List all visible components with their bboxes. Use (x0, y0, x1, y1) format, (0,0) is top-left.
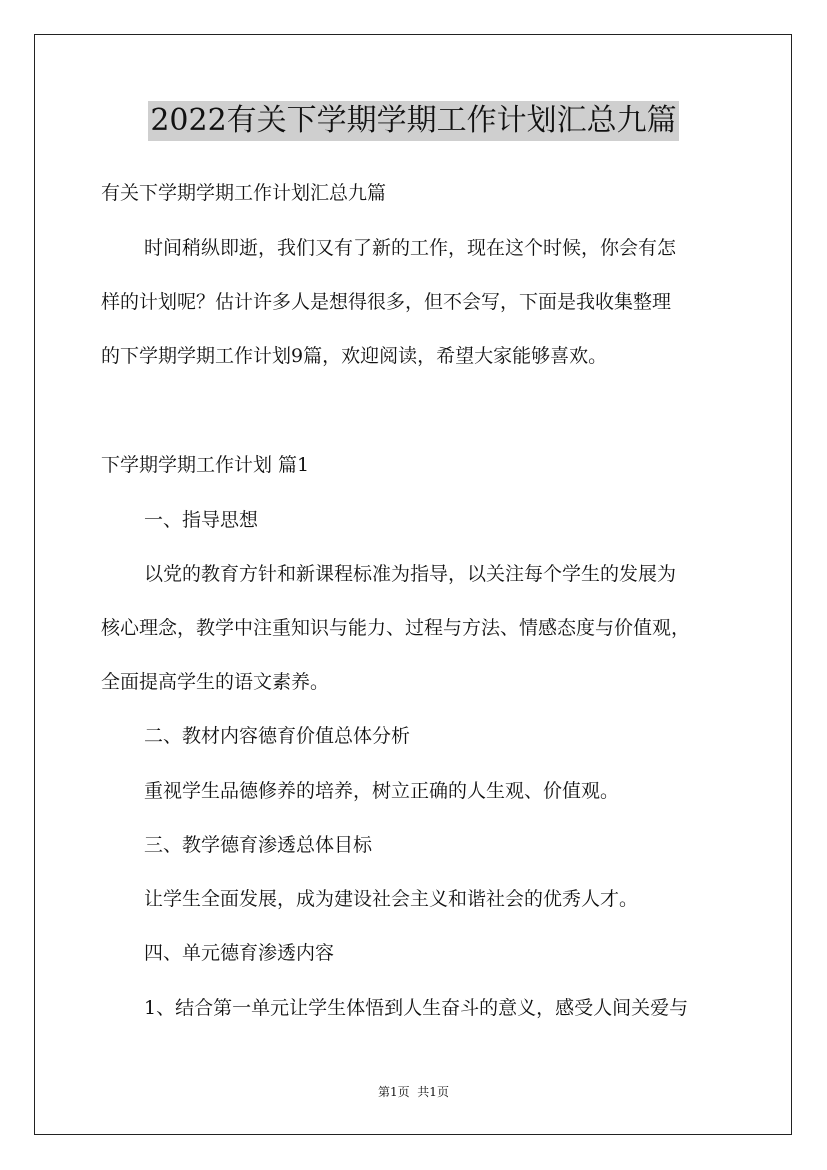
paragraph-line: 1、结合第一单元让学生体悟到人生奋斗的意义，感受人间关爱与 (144, 997, 689, 1019)
paragraph-line: 以党的教育方针和新课程标准为指导，以关注每个学生的发展为 (144, 563, 677, 585)
page-footer: 第1页 共1页 (378, 1085, 449, 1099)
subheading: 四、单元德育渗透内容 (144, 942, 335, 964)
paragraph-line: 样的计划呢？估计许多人是想得很多，但不会写，下面是我收集整理 (101, 291, 672, 313)
paragraph-line: 时间稍纵即逝，我们又有了新的工作，现在这个时候，你会有怎 (144, 237, 677, 259)
subheading: 一、指导思想 (144, 509, 259, 531)
paragraph-line: 让学生全面发展，成为建设社会主义和谐社会的优秀人才。 (144, 888, 639, 910)
subheading: 二、教材内容德育价值总体分析 (144, 725, 411, 747)
paragraph-line: 核心理念，教学中注重知识与能力、过程与方法、情感态度与价值观， (101, 617, 691, 639)
paragraph-line: 的下学期学期工作计划9篇，欢迎阅读，希望大家能够喜欢。 (101, 345, 608, 367)
subtitle-line: 有关下学期学期工作计划汇总九篇 (101, 182, 387, 204)
document-title: 2022有关下学期学期工作计划汇总九篇 (148, 101, 678, 141)
title-container (0, 101, 827, 141)
section-heading: 下学期学期工作计划 篇1 (101, 454, 310, 476)
paragraph-line: 重视学生品德修养的培养，树立正确的人生观、价值观。 (144, 780, 620, 802)
paragraph-line: 全面提高学生的语文素养。 (101, 671, 330, 693)
subheading: 三、教学德育渗透总体目标 (144, 834, 373, 856)
